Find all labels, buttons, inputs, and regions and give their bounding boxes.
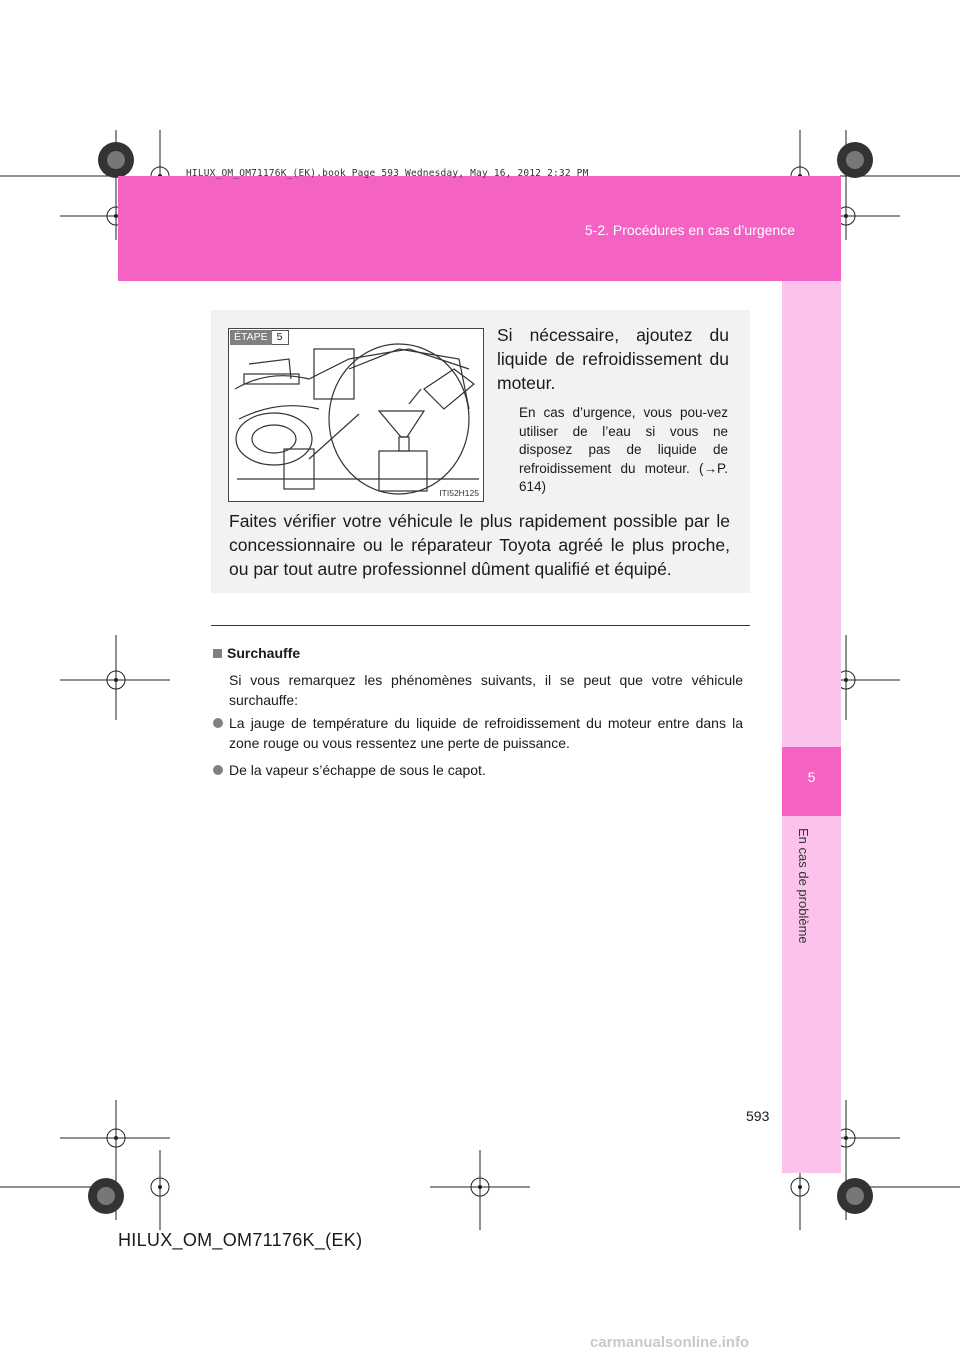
section-title: 5-2. Procédures en cas d’urgence <box>584 222 795 238</box>
list-item <box>213 713 743 753</box>
side-tab-strip <box>782 281 841 1173</box>
coolant-refill-drawing <box>229 329 483 501</box>
list-item <box>213 760 743 780</box>
step-instruction: Si nécessaire, ajoutez du liquide de refroidissement du moteur. <box>497 325 729 393</box>
watermark: carmanualsonline.info <box>590 1334 750 1351</box>
notes-heading <box>213 645 300 661</box>
section-divider <box>211 625 750 626</box>
circle-bullet-icon <box>213 718 223 728</box>
document-code: HILUX_OM_OM71176K_(EK) <box>118 1230 363 1250</box>
notes-intro: Si vous remarquez les phénomènes suivants, il se peut que votre véhicule surchauffe: <box>229 672 743 708</box>
step-badge-label: ÉTAPE <box>230 330 272 345</box>
engine-illustration <box>228 328 484 502</box>
notes-heading-text: Surchauffe <box>227 645 301 661</box>
chapter-label: En cas de problème <box>796 828 811 944</box>
chapter-number: 5 <box>782 747 841 816</box>
step-footer: Faites vérifier votre véhicule le plus rapidement possible par le concessionnaire ou le réparateur Toyota agréé le plus proche, ou par tout autre professionnel dûment qualifié et équipé. <box>229 511 730 579</box>
square-bullet-icon <box>213 649 222 658</box>
circle-bullet-icon <box>213 765 223 775</box>
list-item-text: La jauge de température du liquide de refroidissement du moteur entre dans la zone rouge ou vous ressentez une perte de puissance. <box>229 715 743 751</box>
print-stamp: HILUX_OM_OM71176K_(EK).book Page 593 Wednesday, May 16, 2012 2:32 PM <box>186 168 589 179</box>
page-number: 593 <box>746 1108 770 1124</box>
step-badge <box>230 330 289 345</box>
step-badge-number: 5 <box>272 330 289 345</box>
step-note: En cas d’urgence, vous pou-vez utiliser de l’eau si vous ne disposez pas de liquide de refroidissement du moteur. (→P. 614) <box>519 405 728 494</box>
image-code: ITI52H125 <box>439 488 479 498</box>
list-item-text: De la vapeur s’échappe de sous le capot. <box>229 762 486 778</box>
